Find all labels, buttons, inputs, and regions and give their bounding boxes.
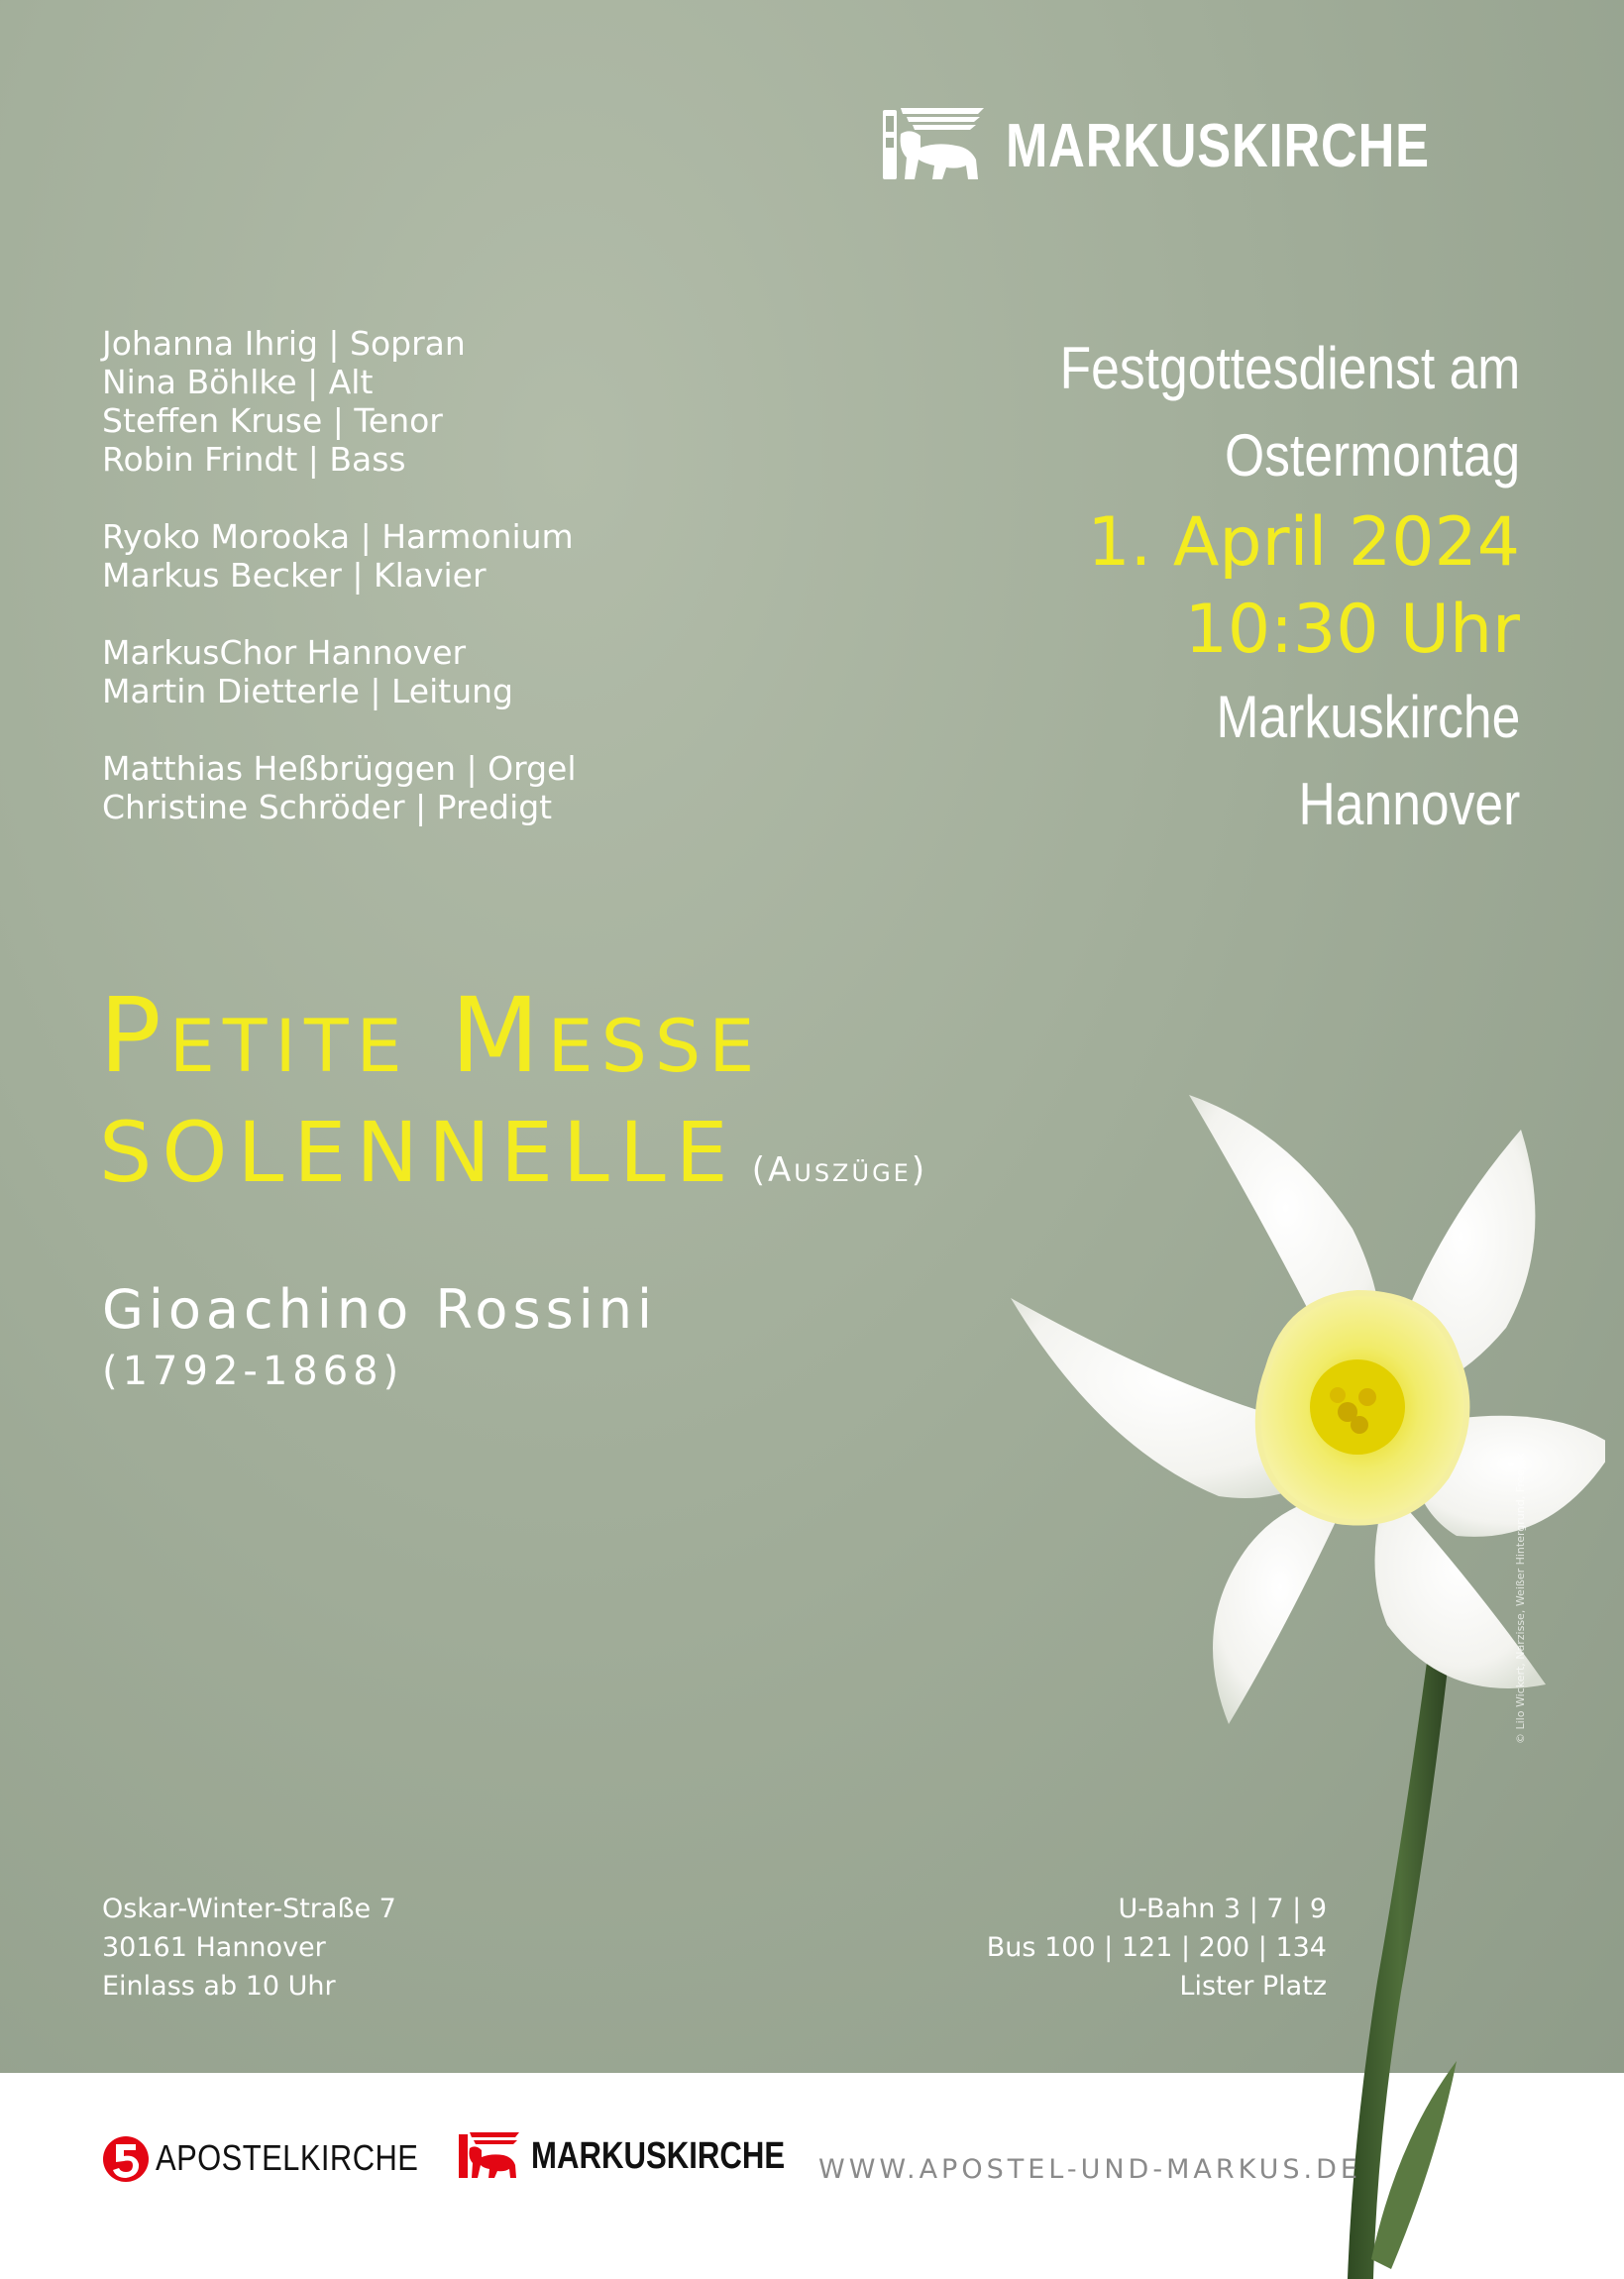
daffodil-image — [991, 1070, 1605, 2279]
address-line: 30161 Hannover — [102, 1932, 326, 1963]
title-line2-wrap — [99, 1093, 927, 1230]
address-block — [102, 1890, 396, 2006]
address-line: Einlass ab 10 Uhr — [102, 1971, 336, 2002]
address-line: Oskar-Winter-Straße 7 — [102, 1894, 396, 1924]
cast-line: Ryoko Morooka | Harmonium — [102, 517, 574, 556]
transit-line: U-Bahn 3 | 7 | 9 — [1118, 1894, 1327, 1924]
event-line2: Ostermontag — [1224, 422, 1520, 488]
soloists-group — [102, 324, 576, 479]
cast-line: Christine Schröder | Predigt — [102, 788, 553, 826]
winged-lion-icon — [881, 104, 988, 187]
cast-line: Matthias Heßbrüggen | Orgel — [102, 749, 577, 788]
choir-group — [102, 633, 576, 710]
composer-block — [102, 1278, 657, 1394]
title-line2: SOLENNELLE — [99, 1104, 738, 1201]
markuskirche-logo — [881, 104, 1523, 187]
markuskirche-text: MARKUSKIRCHE — [531, 2134, 786, 2177]
apostelkirche-logo — [102, 2132, 462, 2184]
title-line1: Petite Messe — [99, 975, 763, 1096]
apostelkirche-text: APOSTELKIRCHE — [156, 2137, 419, 2178]
cast-line: Johanna Ihrig | Sopran — [102, 324, 466, 363]
winged-lion-icon — [458, 2130, 521, 2182]
event-city: Hannover — [1298, 771, 1520, 837]
transit-block — [987, 1890, 1327, 2006]
title-note: (Auszüge) — [751, 1150, 928, 1190]
cast-list — [102, 324, 576, 865]
work-title — [99, 976, 927, 1230]
cast-line: MarkusChor Hannover — [102, 633, 467, 672]
instruments-group — [102, 517, 576, 595]
cast-line: Nina Böhlke | Alt — [102, 363, 374, 401]
transit-line: Bus 100 | 121 | 200 | 134 — [986, 1932, 1327, 1963]
event-info — [985, 325, 1520, 848]
cast-line: Robin Frindt | Bass — [102, 440, 406, 479]
apostelkirche-icon — [102, 2132, 150, 2184]
cast-line: Markus Becker | Klavier — [102, 556, 487, 595]
composer-name: Gioachino Rossini — [102, 1278, 657, 1341]
photo-credit: © Lilo Wickert, Narzisse, Weißer Hintergrund, Freepik — [1514, 1453, 1527, 1744]
composer-years: (1792-1868) — [102, 1349, 404, 1394]
service-group — [102, 749, 576, 826]
markuskirche-footer-logo — [458, 2130, 840, 2182]
event-time: 10:30 Uhr — [1184, 591, 1520, 669]
logo-text: MARKUSKIRCHE — [1006, 111, 1431, 180]
transit-line: Lister Platz — [1179, 1971, 1327, 2002]
website-url[interactable]: WWW.APOSTEL-UND-MARKUS.DE — [818, 2154, 1361, 2185]
event-venue: Markuskirche — [1216, 684, 1520, 750]
cast-line: Martin Dietterle | Leitung — [102, 672, 513, 710]
event-date: 1. April 2024 — [1087, 503, 1520, 582]
event-line1: Festgottesdienst am — [1059, 335, 1520, 401]
cast-line: Steffen Kruse | Tenor — [102, 401, 443, 440]
